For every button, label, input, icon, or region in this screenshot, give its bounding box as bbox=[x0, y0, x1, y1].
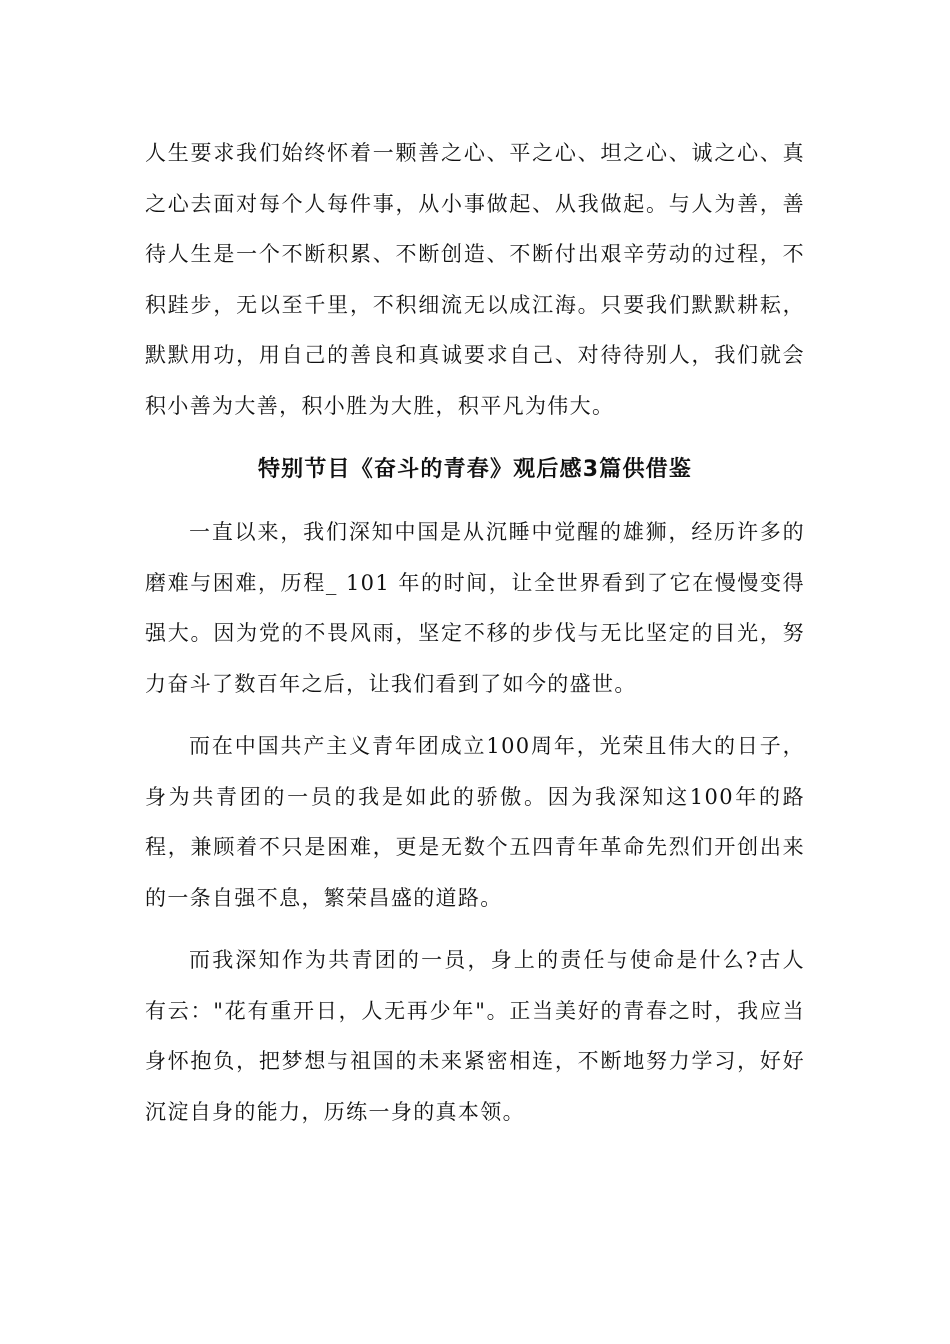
paragraph-awakening-lion: 一直以来，我们深知中国是从沉睡中觉醒的雄狮，经历许多的磨难与困难，历程_ 101 年的时间，让全世界看到了它在慢慢变得强大。因为党的不畏风雨，坚定不移的步伐与无比坚定的目光，努力奋斗了数百年之后，让我们看到了如今的盛世。 bbox=[145, 520, 805, 696]
paragraph-spacer bbox=[145, 709, 805, 721]
paragraph-youth-league-centennial: 而在中国共产主义青年团成立100周年，光荣且伟大的日子，身为共青团的一员的我是如此的骄傲。因为我深知这100年的路程，兼顾着不只是困难，更是无数个五四青年革命先烈们开创出来的一条自强不息，繁荣昌盛的道路。 bbox=[145, 734, 805, 910]
article-title: 特别节目《奋斗的青春》观后感3篇供借鉴 bbox=[257, 457, 693, 482]
paragraph-kindness: 人生要求我们始终怀着一颗善之心、平之心、坦之心、诚之心、真之心去面对每个人每件事，从小事做起、从我做起。与人为善，善待人生是一个不断积累、不断创造、不断付出艰辛劳动的过程，不积跬步，无以至千里，不积细流无以成江海。只要我们默默耕耘，默默用功，用自己的善良和真诚要求自己、对待待别人，我们就会积小善为大善，积小胜为大胜，积平凡为伟大。 bbox=[145, 141, 805, 418]
document-body bbox=[145, 128, 805, 1137]
paragraph-spacer bbox=[145, 923, 805, 935]
paragraph-responsibility: 而我深知作为共青团的一员，身上的责任与使命是什么?古人有云："花有重开日，人无再少年"。正当美好的青春之时，我应当身怀抱负，把梦想与祖国的未来紧密相连，不断地努力学习，好好沉淀自身的能力，历练一身的真本领。 bbox=[145, 948, 805, 1124]
